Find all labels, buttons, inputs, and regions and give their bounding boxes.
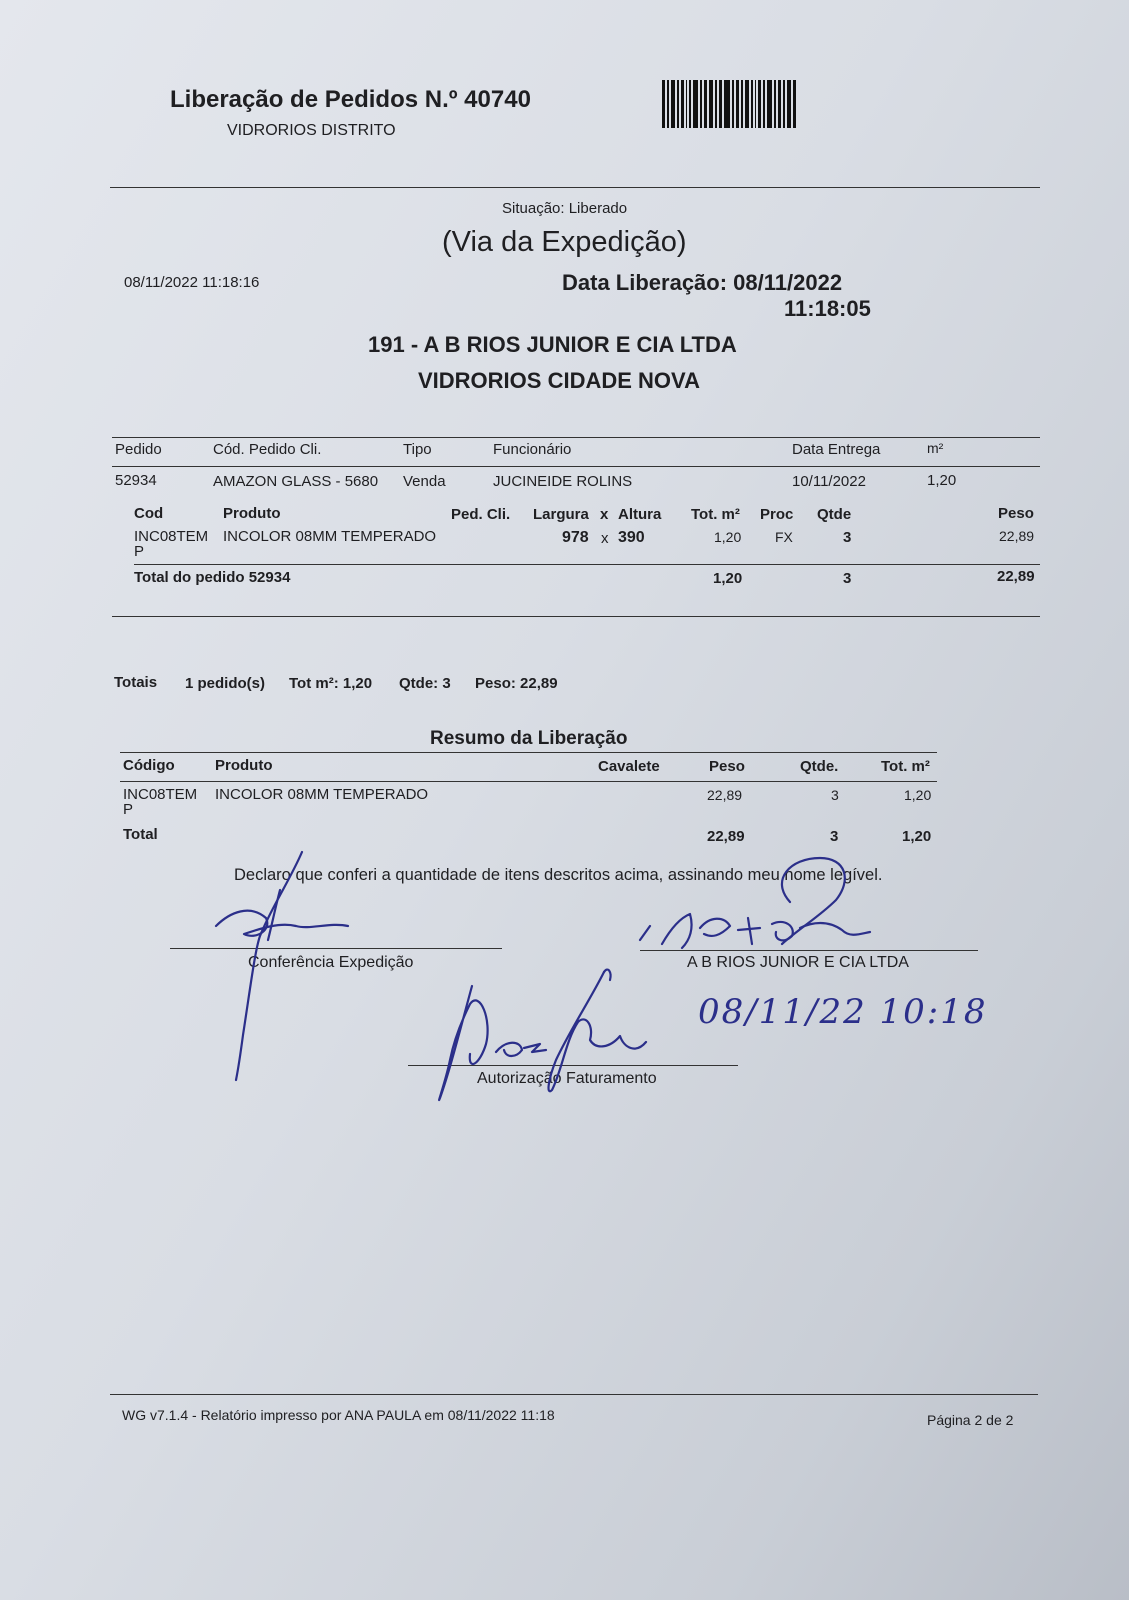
conferencia-signature bbox=[236, 852, 302, 1080]
totals-qtde: Qtde: 3 bbox=[399, 675, 451, 692]
resumo-qtde: 3 bbox=[831, 787, 839, 803]
company-signature-label: A B RIOS JUNIOR E CIA LTDA bbox=[687, 954, 909, 971]
resumo-codigo-line2: P bbox=[123, 801, 134, 818]
order-total-m2: 1,20 bbox=[713, 570, 743, 587]
client-name: 191 - A B RIOS JUNIOR E CIA LTDA bbox=[368, 332, 737, 357]
item-produto: INCOLOR 08MM TEMPERADO bbox=[223, 528, 437, 545]
resumo-peso: 22,89 bbox=[707, 787, 743, 803]
order-total-label: Total do pedido 52934 bbox=[134, 569, 291, 586]
row-m2: 1,20 bbox=[927, 472, 957, 489]
resumo-total-peso: 22,89 bbox=[707, 828, 745, 845]
resumo-total-label: Total bbox=[123, 826, 158, 843]
item-altura: 390 bbox=[618, 529, 645, 546]
totals-label: Totais bbox=[114, 674, 158, 691]
autorizacao-label: Autorização Faturamento bbox=[477, 1070, 657, 1087]
row-tipo: Venda bbox=[403, 473, 446, 490]
item-x: x bbox=[601, 530, 609, 547]
item-largura: 978 bbox=[562, 529, 589, 546]
data-liberacao: Data Liberação: 08/11/2022 bbox=[562, 270, 843, 295]
totals-m2: Tot m²: 1,20 bbox=[289, 675, 373, 692]
item-cod-line1: INC08TEM bbox=[134, 528, 209, 545]
item-tot-m2: 1,20 bbox=[714, 529, 742, 545]
autorizacao-signature bbox=[439, 986, 488, 1100]
resumo-tot-m2: 1,20 bbox=[904, 787, 932, 803]
col-m2: m² bbox=[927, 440, 944, 456]
item-col-altura: Altura bbox=[618, 506, 662, 523]
data-liberacao-time: 11:18:05 bbox=[784, 296, 871, 321]
item-col-largura: Largura bbox=[533, 506, 589, 523]
row-cod-pedido-cli: AMAZON GLASS - 5680 bbox=[213, 473, 379, 490]
col-data-entrega: Data Entrega bbox=[792, 441, 881, 458]
resumo-total-qtde: 3 bbox=[830, 828, 839, 845]
company-unit: VIDRORIOS DISTRITO bbox=[227, 122, 396, 139]
resumo-col-peso: Peso bbox=[709, 758, 745, 775]
item-col-qtde: Qtde bbox=[817, 506, 852, 523]
company-signature bbox=[640, 914, 870, 948]
resumo-total-tot-m2: 1,20 bbox=[902, 828, 932, 845]
resumo-col-tot-m2: Tot. m² bbox=[881, 758, 930, 775]
order-total-peso: 22,89 bbox=[997, 568, 1035, 585]
resumo-col-produto: Produto bbox=[215, 757, 273, 774]
item-peso: 22,89 bbox=[999, 528, 1035, 544]
item-col-tot-m2: Tot. m² bbox=[691, 506, 740, 523]
client-store: VIDRORIOS CIDADE NOVA bbox=[418, 368, 700, 393]
conferencia-label: Conferência Expedição bbox=[248, 954, 414, 971]
print-datetime: 08/11/2022 11:18:16 bbox=[124, 274, 260, 291]
item-col-x: x bbox=[600, 506, 609, 523]
totals-peso: Peso: 22,89 bbox=[475, 675, 558, 692]
col-funcionario: Funcionário bbox=[493, 441, 572, 458]
resumo-col-codigo: Código bbox=[123, 757, 175, 774]
item-proc: FX bbox=[775, 529, 793, 545]
resumo-produto: INCOLOR 08MM TEMPERADO bbox=[215, 786, 429, 803]
item-cod-line2: P bbox=[134, 543, 145, 560]
situacao: Situação: Liberado bbox=[502, 200, 628, 217]
item-col-peso: Peso bbox=[998, 505, 1034, 522]
item-col-produto: Produto bbox=[223, 505, 281, 522]
resumo-codigo-line1: INC08TEM bbox=[123, 786, 198, 803]
row-pedido: 52934 bbox=[115, 472, 157, 489]
resumo-col-qtde: Qtde. bbox=[800, 758, 839, 775]
document-title: Liberação de Pedidos N.º 40740 bbox=[170, 86, 531, 113]
col-cod-pedido-cli: Cód. Pedido Cli. bbox=[213, 441, 322, 458]
resumo-col-cavalete: Cavalete bbox=[598, 758, 660, 775]
handwritten-date: 08/11/22 10:18 bbox=[698, 992, 988, 1032]
totals-pedidos: 1 pedido(s) bbox=[185, 675, 266, 692]
row-data-entrega: 10/11/2022 bbox=[792, 473, 866, 490]
item-qtde: 3 bbox=[843, 529, 852, 546]
col-pedido: Pedido bbox=[115, 441, 162, 458]
via-label: (Via da Expedição) bbox=[442, 226, 687, 258]
footer-divider bbox=[110, 1394, 1038, 1395]
footer-page-number: Página 2 de 2 bbox=[927, 1412, 1014, 1428]
order-total-qtde: 3 bbox=[843, 570, 852, 587]
resumo-title: Resumo da Liberação bbox=[430, 728, 628, 749]
footer-printed-by: WG v7.1.4 - Relatório impresso por ANA PAULA em 08/11/2022 11:18 bbox=[122, 1407, 555, 1423]
item-col-cod: Cod bbox=[134, 505, 164, 522]
row-funcionario: JUCINEIDE ROLINS bbox=[493, 473, 633, 490]
col-tipo: Tipo bbox=[403, 441, 432, 458]
item-col-ped-cli: Ped. Cli. bbox=[451, 506, 511, 523]
declaration-text: Declaro que conferi a quantidade de itens descritos acima, assinando meu nome legível. bbox=[234, 866, 883, 884]
item-col-proc: Proc bbox=[760, 506, 794, 523]
